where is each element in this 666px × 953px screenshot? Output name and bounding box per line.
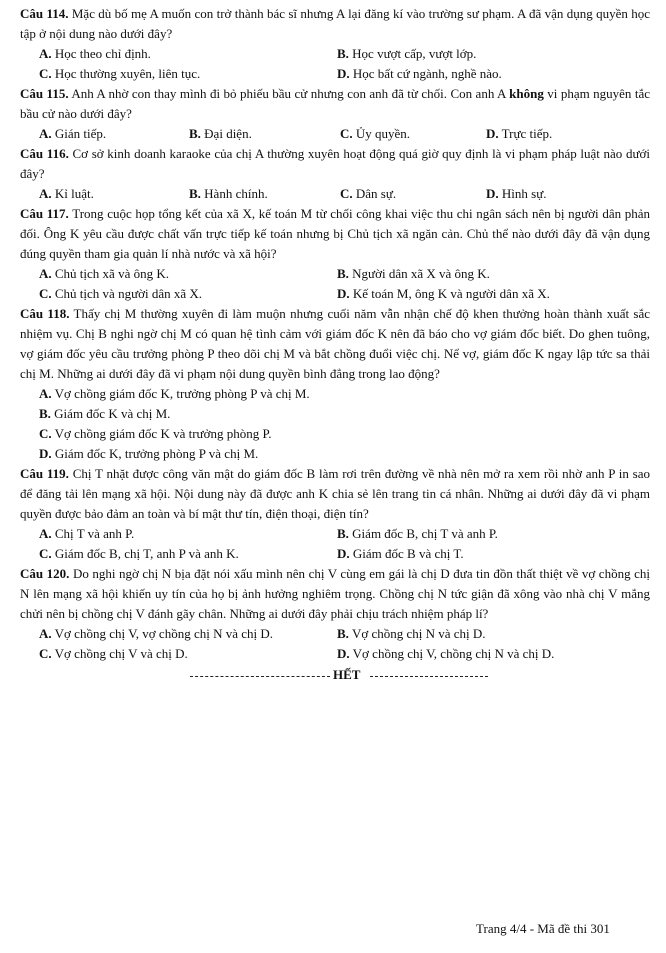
options-row (20, 524, 650, 544)
question-text: Do nghi ngờ chị N bịa đặt nói xấu mình nên chị V cùng em gái là chị D đưa tin đồn thất thiệt về vợ chồng chị N lên mạng xã hội khiến uy tín của họ bị ảnh hưởng nghiêm trọng. Chồng chị N tức giận đã xông vào nhà chị V mắng chửi nên bị chồng chị V đánh gãy chân. Những ai dưới đây phải chịu trách nhiệm pháp lí? (20, 566, 650, 621)
option-a: A. Kỉ luật. (39, 186, 94, 201)
question-number: Câu 114. (20, 6, 69, 21)
question-118 (20, 304, 650, 384)
question-120 (20, 564, 650, 624)
option-d: D. Giám đốc B và chị T. (337, 546, 464, 561)
question-115: Câu 115. Anh A nhờ con thay mình đi bỏ phiếu bầu cử nhưng con anh đã từ chối. Con anh A không vi phạm nguyên tắc bầu cử nào dưới đây? (20, 86, 650, 121)
option-c: C. Học thường xuyên, liên tục. (39, 66, 201, 81)
options-row (20, 184, 650, 204)
question-119 (20, 464, 650, 524)
option-c: C. Dân sự. (340, 186, 397, 201)
option-d: D. Vợ chồng chị V, chồng chị N và chị D. (337, 646, 555, 661)
end-label: HẾT (333, 667, 361, 682)
question-text: Chị T nhặt được công văn mật do giám đốc B làm rơi trên đường về nhà nên mở ra xem rồi nhờ anh P in sao để đăng tải lên mạng xã hội. Nội dung này đã được anh K chia sẻ lên trang tin cá nhân. Những ai dưới đây đã vi phạm quyền được bảo đảm an toàn và bí mật thư tín, điện thoại, điện tín? (20, 466, 650, 521)
option-a: A. Vợ chồng giám đốc K, trưởng phòng P và chị M. (39, 386, 310, 401)
question-text: Mặc dù bố mẹ A muốn con trở thành bác sĩ nhưng A lại đăng kí vào trường sư phạm. A đã vận dụng quyền học tập ở nội dung nào dưới đây? (20, 6, 650, 41)
option-d: D. Hình sự. (486, 186, 547, 201)
option-c: C. Chủ tịch và người dân xã X. (39, 286, 203, 301)
option-b: B. Giám đốc B, chị T và anh P. (337, 526, 498, 541)
option-b: B. Hành chính. (189, 186, 268, 201)
option-d: D. Học bất cứ ngành, nghề nào. (337, 66, 502, 81)
question-117 (20, 204, 650, 264)
options-row (20, 44, 650, 64)
question-number: Câu 120. (20, 566, 70, 581)
option-c: C. Ủy quyền. (340, 126, 411, 141)
page-footer: Trang 4/4 - Mã đề thi 301 (476, 921, 610, 936)
options-row (20, 264, 650, 284)
options-row (20, 624, 650, 644)
option-d: D. Trực tiếp. (486, 126, 553, 141)
option-b: B. Vợ chồng chị N và chị D. (337, 626, 486, 641)
option-c: C. Vợ chồng giám đốc K và trưởng phòng P. (39, 426, 272, 441)
option-b: B. Đại diện. (189, 126, 252, 141)
question-number: Câu 115. (20, 86, 69, 101)
question-number: Câu 116. (20, 146, 69, 161)
divider (190, 676, 330, 677)
option-a: A. Vợ chồng chị V, vợ chồng chị N và chị D. (39, 626, 274, 641)
exam-page (20, 4, 650, 685)
options-row (20, 64, 650, 84)
options-row (20, 644, 650, 664)
option-d: D. Giám đốc K, trưởng phòng P và chị M. (39, 446, 259, 461)
question-114 (20, 4, 650, 44)
option-b: B. Học vượt cấp, vượt lớp. (337, 46, 477, 61)
end-marker (20, 665, 650, 685)
question-number: Câu 118. (20, 306, 70, 321)
option-a: A. Chủ tịch xã và ông K. (39, 266, 169, 281)
option-a: A. Chị T và anh P. (39, 526, 135, 541)
option-c: C. Giám đốc B, chị T, anh P và anh K. (39, 546, 239, 561)
options-row (20, 284, 650, 304)
question-text: Cơ sở kinh doanh karaoke của chị A thường xuyên hoạt động quá giờ quy định là vi phạm pháp luật nào dưới đây? (20, 146, 651, 181)
question-text: Trong cuộc họp tổng kết của xã X, kế toán M từ chối công khai việc thu chi ngân sách nên bị người dân phản đối. Ông K yêu cầu được chất vấn trực tiếp kế toán nhưng bị Chủ tịch xã ngăn cản. Chủ thể nào dưới đây đã vận dụng đúng quyền tham gia quản lí nhà nước và xã hội? (20, 206, 651, 261)
question-116 (20, 144, 650, 184)
emphasis-word: không (509, 86, 544, 101)
option-a: A. Học theo chỉ định. (39, 46, 151, 61)
question-number: Câu 117. (20, 206, 69, 221)
option-d: D. Kế toán M, ông K và người dân xã X. (337, 286, 550, 301)
question-text: Thấy chị M thường xuyên đi làm muộn nhưng cuối năm vẫn nhận chế độ khen thưởng hoàn thành xuất sắc nhiệm vụ. Chị B nghi ngờ chị M có quan hệ tình cảm với giám đốc K nên đã báo cho vợ giám đốc biết. Do ghen tuông, vợ giám đốc yêu cầu trưởng phòng P theo dõi chị M và bắt chồng đuổi việc chị. Nể vợ, giám đốc K ngay lập tức sa thải chị M. Những ai dưới đây đã vi phạm nội dung quyền bình đẳng trong lao động? (20, 306, 651, 381)
options-row (20, 544, 650, 564)
options-row (20, 124, 650, 144)
option-c: C. Vợ chồng chị V và chị D. (39, 646, 188, 661)
option-b: B. Giám đốc K và chị M. (39, 406, 171, 421)
option-b: B. Người dân xã X và ông K. (337, 266, 490, 281)
option-a: A. Gián tiếp. (39, 126, 107, 141)
divider (370, 676, 488, 677)
question-number: Câu 119. (20, 466, 69, 481)
